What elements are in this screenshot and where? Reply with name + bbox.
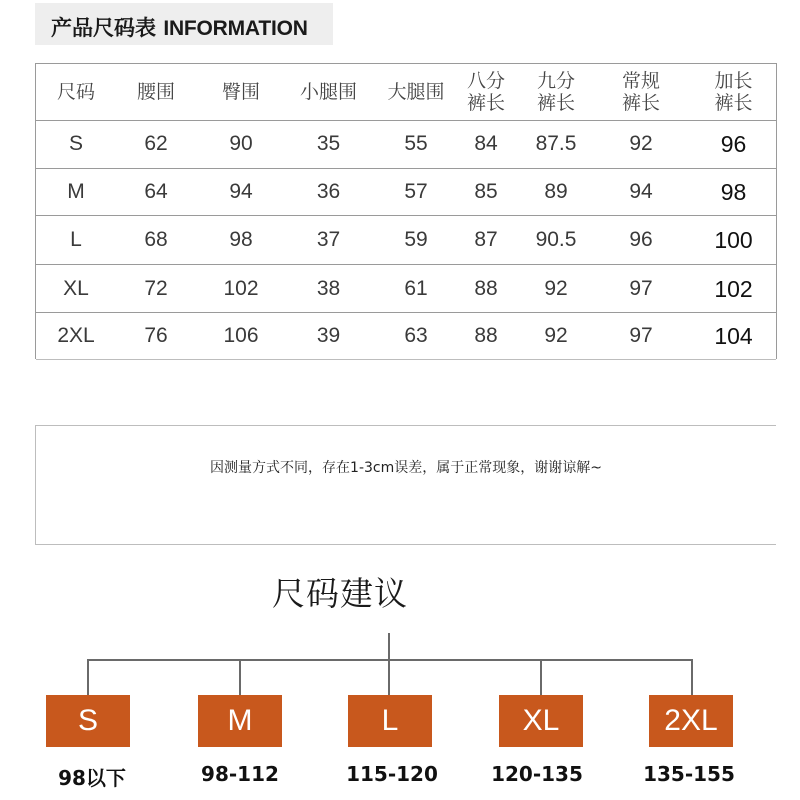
table-cell: 2XL [57,324,95,347]
table-cell: 36 [316,180,341,203]
note-box [35,425,776,545]
table-cell: 104 [714,323,753,349]
table-cell: 62 [144,132,168,155]
size-range-s: 98以下 [58,766,126,790]
table-cell: 102 [714,275,753,302]
col-header-cropped-length [451,64,521,120]
table-cell: 90 [229,132,253,155]
table-cell: 88 [474,276,498,300]
table-cell: 68 [144,228,168,251]
table-row [36,120,776,169]
table-cell: 57 [404,180,428,203]
measurement-note: 因测量方式不同，存在1-3cm误差，属于正常现象，谢谢谅解~ [210,460,602,476]
size-range-m: 98-112 [201,762,279,786]
table-cell: 76 [144,324,168,347]
size-badge-m: M [198,695,282,747]
size-range-l: 115-120 [346,762,438,786]
col-header-hip: 臀围 [221,81,260,103]
size-badge-xl: XL [499,695,583,747]
page-title [51,12,308,42]
table-cell: M [67,180,85,203]
table-cell: 72 [144,276,168,300]
table-cell: 92 [629,132,653,155]
table-cell: 96 [720,131,747,157]
table-cell: 88 [474,324,498,347]
table-row [36,265,776,313]
table-row [36,216,776,265]
table-cell: 61 [404,276,428,300]
col-header-waist: 腰围 [136,81,175,103]
table-cell: 92 [544,276,568,300]
table-row [36,169,776,216]
size-recommendation-title: 尺码建议 [272,574,408,613]
table-cell: 97 [629,324,653,347]
table-cell: 90.5 [535,228,577,251]
header-line: 八分 [466,70,505,92]
header-line: 裤长 [714,92,753,114]
table-cell: S [68,132,83,155]
header-line: 加长 [714,70,753,92]
tree-branch-line [239,660,241,695]
table-cell: 35 [316,132,341,155]
table-cell: 98 [720,179,747,205]
size-range-xl: 120-135 [491,762,583,786]
size-badge-l: L [348,695,432,747]
table-cell: 97 [629,276,653,300]
size-badge-2xl: 2XL [649,695,733,747]
tree-branch-line [388,660,390,695]
table-cell: 38 [316,276,341,300]
header-bar [35,3,333,45]
table-cell: XL [63,276,89,300]
col-header-thigh: 大腿围 [387,81,445,103]
tree-horizontal-line [87,659,693,661]
table-row [36,313,776,360]
table-cell: 63 [404,324,428,347]
header-line: 裤长 [536,92,575,114]
tree-branch-line [691,660,693,695]
header-line: 常规 [621,70,660,92]
title-en: INFORMATION [163,17,308,40]
table-cell: 94 [629,180,653,203]
table-cell: 98 [229,228,253,251]
col-header-ninth-length [521,64,591,120]
table-cell: 55 [404,132,428,155]
table-cell: 92 [544,324,568,347]
tree-stem-line [388,633,390,660]
col-header-size: 尺码 [56,81,95,103]
table-cell: 96 [629,228,653,251]
table-cell: 37 [316,228,341,251]
col-header-long-length [691,64,776,120]
table-cell: 87.5 [535,132,577,155]
table-cell: 87 [474,228,498,251]
tree-branch-line [540,660,542,695]
header-line: 九分 [536,70,575,92]
table-cell: 106 [223,324,259,347]
table-cell: 100 [714,227,753,253]
size-range-2xl: 135-155 [643,762,735,786]
table-cell: 84 [474,132,498,155]
header-line: 裤长 [621,92,660,114]
col-header-regular-length [596,64,686,120]
table-header-row [36,64,776,121]
table-cell: 102 [223,276,259,300]
table-cell: 59 [404,228,428,251]
table-cell: 64 [144,180,168,203]
table-cell: L [70,228,82,251]
table-cell: 39 [316,324,341,347]
col-header-calf: 小腿围 [299,81,357,103]
table-cell: 85 [474,180,498,203]
header-line: 裤长 [466,92,505,114]
title-cn: 产品尺码表 [51,16,156,40]
tree-branch-line [87,660,89,695]
size-badge-s: S [46,695,130,747]
table-cell: 89 [544,180,568,203]
table-cell: 94 [229,180,253,203]
size-table [35,63,777,359]
